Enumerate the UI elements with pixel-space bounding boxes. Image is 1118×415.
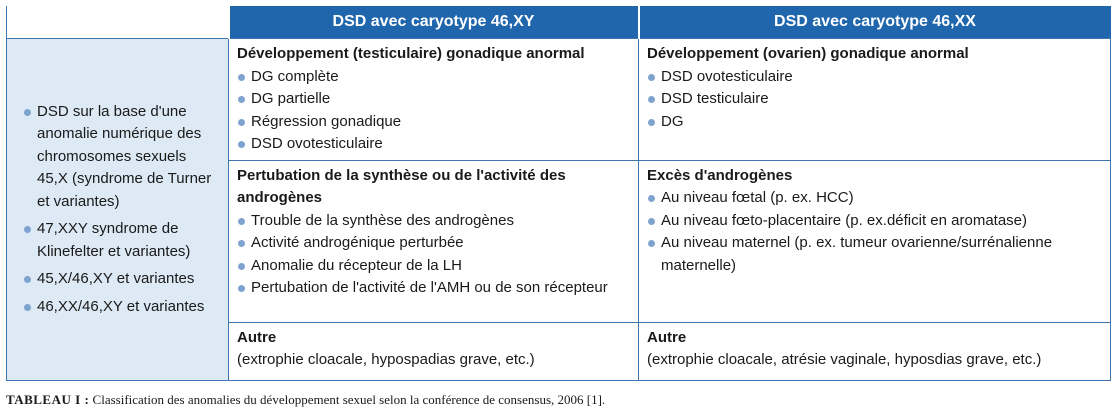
cell-xy-gonadal: [229, 39, 639, 161]
cell-text: (extrophie cloacale, hypospadias grave, etc.): [237, 351, 535, 368]
header-xx: DSD avec caryotype 46,XX: [639, 6, 1111, 39]
cell-text: (extrophie cloacale, atrésie vaginale, hyposdias grave, etc.): [647, 351, 1042, 368]
cell-heading: Autre: [647, 328, 687, 346]
table-row: [7, 39, 1111, 161]
list-item: Anomalie du récepteur de la LH: [237, 255, 630, 278]
cell-xy-other: [229, 322, 639, 380]
list-item: Trouble de la synthèse des androgènes: [237, 210, 630, 233]
list-item: 45,X/46,XY et variantes: [23, 268, 220, 291]
list-item: DG complète: [237, 66, 630, 89]
cell-heading: Développement (testiculaire) gonadique anormal: [237, 45, 585, 62]
cell-heading: Excès d'androgènes: [647, 166, 793, 184]
caption-label: TABLEAU I :: [6, 392, 90, 407]
cell-list: [647, 187, 1102, 277]
list-item: DSD ovotesticulaire: [647, 66, 1102, 89]
header-blank: [7, 6, 229, 39]
list-item: DSD ovotesticulaire: [237, 133, 630, 156]
list-item: DSD sur la base d'une anomalie numérique des chromosomes sexuels 45,X (syndrome de Turner et variantes): [23, 101, 220, 214]
left-column: [7, 39, 229, 381]
cell-xx-gonadal: [639, 39, 1111, 161]
dsd-classification-table: [6, 6, 1111, 381]
header-row: [7, 6, 1111, 39]
list-item: DG: [647, 111, 1102, 134]
cell-heading: Pertubation de la synthèse ou de l'activité des androgènes: [237, 166, 566, 206]
left-list: [23, 101, 220, 319]
list-item: DG partielle: [237, 88, 630, 111]
caption-text: Classification des anomalies du développement sexuel selon la conférence de consensus, 2006 [1].: [89, 392, 606, 407]
list-item: 47,XXY syndrome de Klinefelter et variantes): [23, 218, 220, 263]
header-xy: DSD avec caryotype 46,XY: [229, 6, 639, 39]
cell-heading: Autre: [237, 328, 277, 346]
cell-xx-other: [639, 322, 1111, 380]
list-item: Au niveau maternel (p. ex. tumeur ovarienne/surrénalienne maternelle): [647, 232, 1102, 277]
cell-xy-androgens: [229, 160, 639, 322]
list-item: Au niveau fœto-placentaire (p. ex.déficit en aromatase): [647, 210, 1102, 233]
cell-list: [237, 210, 630, 300]
cell-list: [647, 66, 1102, 134]
cell-list: [237, 66, 630, 156]
table-caption: [6, 392, 605, 408]
cell-heading: Développement (ovarien) gonadique anormal: [647, 45, 969, 62]
list-item: Au niveau fœtal (p. ex. HCC): [647, 187, 1102, 210]
list-item: DSD testiculaire: [647, 88, 1102, 111]
list-item: 46,XX/46,XY et variantes: [23, 296, 220, 319]
cell-xx-androgens: [639, 160, 1111, 322]
list-item: Pertubation de l'activité de l'AMH ou de son récepteur: [237, 277, 630, 300]
list-item: Activité androgénique perturbée: [237, 232, 630, 255]
list-item: Régression gonadique: [237, 111, 630, 134]
